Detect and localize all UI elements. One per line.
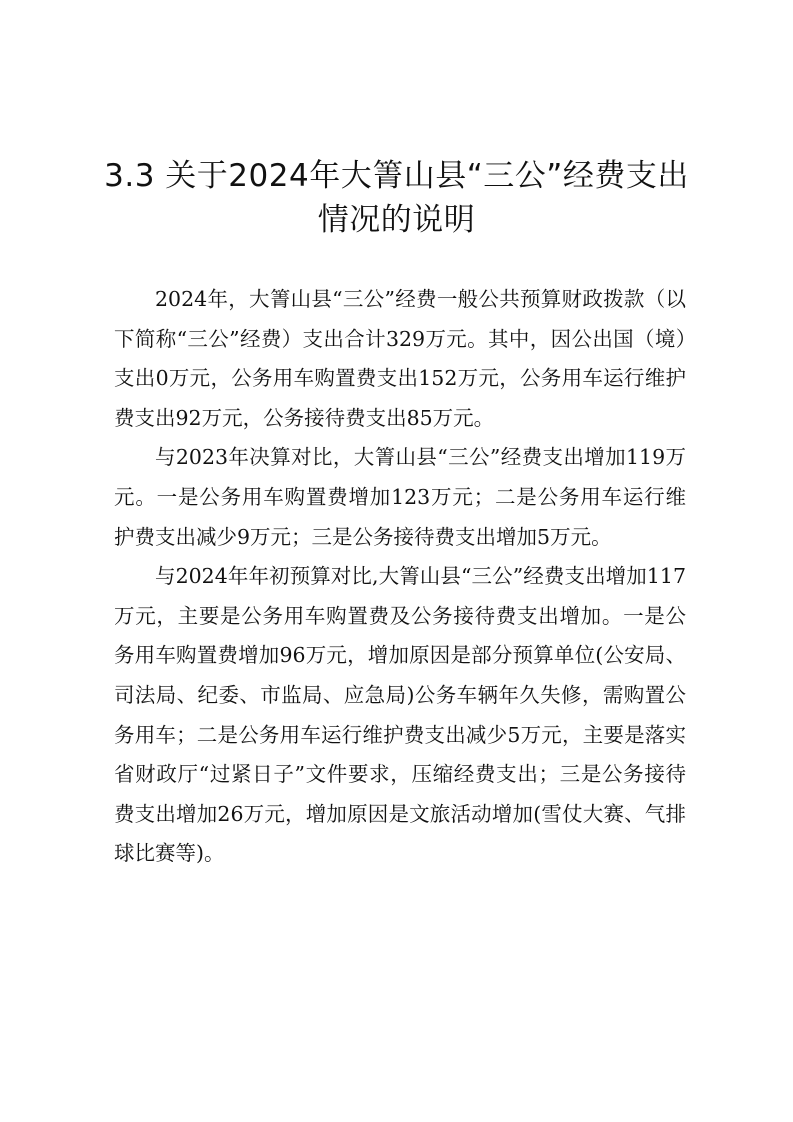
body-text: [114, 280, 686, 874]
title-line-2: 情况的说明: [317, 202, 476, 238]
page-title: [100, 154, 693, 242]
title-line-1: 3.3 关于2024年大箐山县“三公”经费支出: [104, 158, 689, 194]
paragraph-vs-budget: 与2024年年初预算对比,大箐山县“三公”经费支出增加117万元，主要是公务用车购置费及公务接待费支出增加。一是公务用车购置费增加96万元，增加原因是部分预算单位(公安局、司法局、纪委、市监局、应急局)公务车辆年久失修，需购置公务用车；二是公务用车运行维护费支出减少5万元，主要是落实省财政厅“过紧日子”文件要求，压缩经费支出；三是公务接待费支出增加26万元，增加原因是文旅活动增加(雪仗大赛、气排球比赛等)。: [114, 564, 686, 866]
paragraph-summary: 2024年，大箐山县“三公”经费一般公共预算财政拨款（以下简称“三公”经费）支出合计329万元。其中，因公出国（境）支出0万元，公务用车购置费支出152万元，公务用车运行维护费支出92万元，公务接待费支出85万元。: [114, 287, 686, 430]
paragraph-vs-2023: 与2023年决算对比，大箐山县“三公”经费支出增加119万元。一是公务用车购置费增加123万元；二是公务用车运行维护费支出减少9万元；三是公务接待费支出增加5万元。: [114, 445, 686, 549]
